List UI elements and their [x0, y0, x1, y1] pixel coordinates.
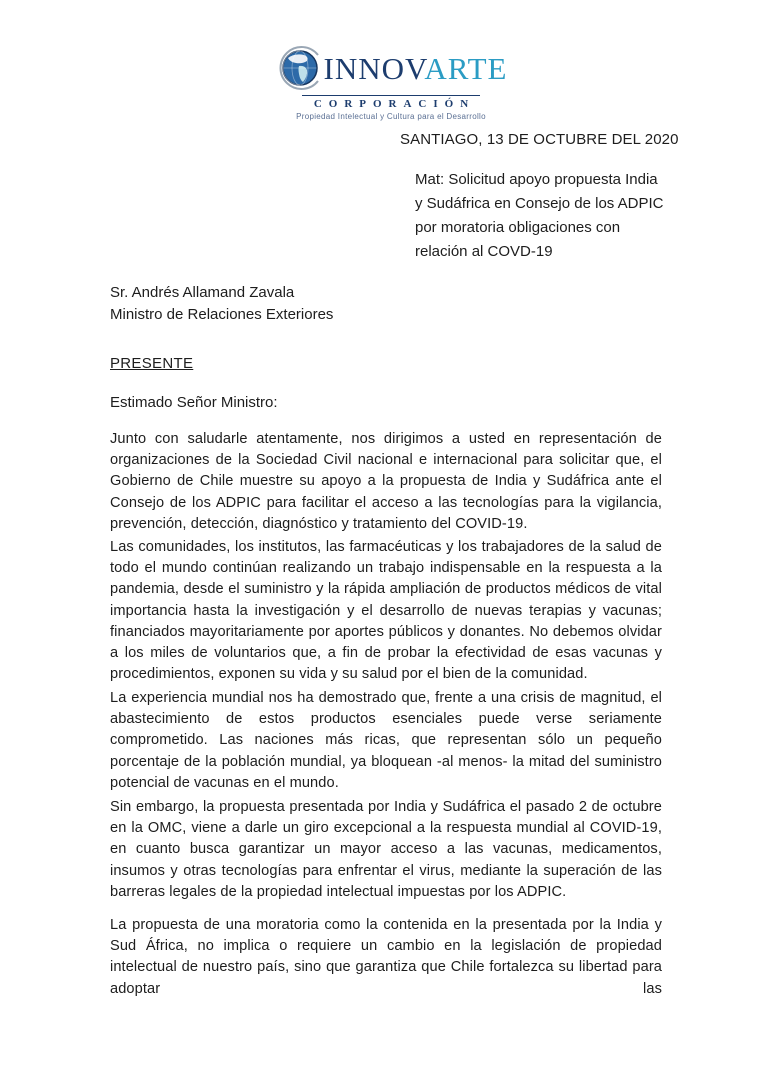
recipient-name: Sr. Andrés Allamand Zavala [110, 284, 295, 301]
subject-block: Mat: Solicitud apoyo propuesta India y Sudáfrica en Consejo de los ADPIC por moratoria obligaciones con relación al COVD-19 [415, 171, 664, 260]
paragraph-5: La propuesta de una moratoria como la contenida en la presentada por la India y Sud África, no implica o requiere un cambio en la legislación de propiedad intelectual de nuestro país, sino que garantiza que Chile fortalezca su libertad para adoptar las [110, 917, 662, 997]
logo-subtitle: CORPORACIÓN [313, 98, 476, 110]
letterhead [7, 44, 768, 121]
paragraph-4: Sin embargo, la propuesta presentada por India y Sudáfrica el pasado 2 de octubre en la OMC, viene a darle un giro excepcional a la respuesta mundial al COVID-19, en cuanto busca garantizar un mayor acceso a las vacunas, medicamentos, insumos y otras tecnologías para enfrentar el virus, mediante la superación de las barreras legales de la propiedad intelectual impuestas por los ADPIC. [110, 799, 662, 900]
recipient-block [110, 282, 333, 326]
presente-line: PRESENTE [110, 355, 194, 372]
salutation: Estimado Señor Ministro: [110, 394, 278, 411]
date-line: SANTIAGO, 13 DE OCTUBRE DEL 2020 [400, 131, 679, 148]
paragraph-1: Junto con saludarle atentamente, nos dirigimos a usted en representación de organizaciones de la Sociedad Civil nacional e internacional para solicitar que, el Gobierno de Chile muestre su apoyo a la propuesta de India y Sudáfrica ante el Consejo de los ADPIC para facilitar el acceso a las tecnologías para la vigilancia, prevención, detección, diagnóstico y tratamiento del COVID-19. [110, 431, 662, 532]
logo-divider-line [302, 95, 480, 96]
logo-wordmark-innov: INNOV [323, 50, 425, 86]
paragraph-3: La experiencia mundial nos ha demostrado que, frente a una crisis de magnitud, el abastecimiento de estos productos esenciales puede verse seriamente comprometido. Las naciones más ricas, que representan sólo un pequeño porcentaje de la población mundial, ya bloquean -al menos- la mitad del suministro potencial de vacunas en el mundo. [110, 690, 662, 791]
paragraph-2: Las comunidades, los institutos, las farmacéuticas y los trabajadores de la salud de todo el mundo continúan realizando un trabajo indispensable en la respuesta a la pandemia, desde el suministro y la rápida ampliación de productos médicos de vital importancia hasta la investigación y el desarrollo de nuevas terapias y vacunas; financiados mayoritariamente por aportes públicos y donantes. No debemos olvidar a los miles de voluntarios que, a fin de probar la efectividad de esas vacunas y procedimientos, exponen su vida y su salud por el bien de la comunidad. [110, 539, 662, 683]
logo-tagline: Propiedad Intelectual y Cultura para el Desarrollo [296, 112, 486, 121]
globe-icon [275, 44, 323, 92]
logo-wordmark-arte: ARTE [424, 50, 508, 86]
recipient-title: Ministro de Relaciones Exteriores [110, 306, 334, 323]
logo-wordmark [323, 50, 508, 86]
logo-row [275, 44, 508, 92]
